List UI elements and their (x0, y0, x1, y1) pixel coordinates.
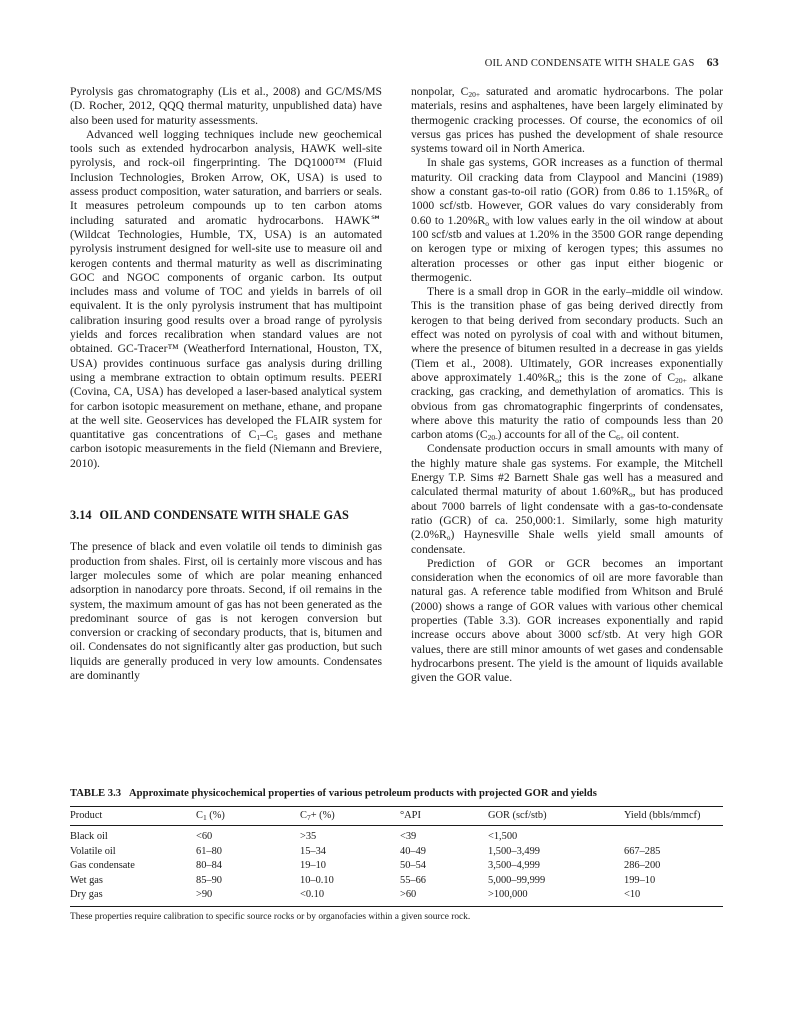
table-cell: >90 (196, 888, 300, 907)
paragraph: In shale gas systems, GOR increases as a function of thermal maturity. Oil cracking data from Claypool and Mancini (1989) show a constant gas-to-oil ratio (GOR) from 0.86 to $1.15\%R_o$ of 1000 scf/stb. However, GOR values do vary considerably from 0.60 to $1.20\%R_o$ with low values early in the oil window at about 100 scf/stb and values at 1.20% in the 3500 GOR range depending on kerogen type or mixing of kerogen types; this assumes no alteration processes or other gas input either biogenic or thermogenic. (411, 156, 723, 284)
table-cell: >60 (400, 888, 488, 907)
table-row (70, 859, 723, 874)
table-cell: 667–285 (624, 845, 661, 857)
table-cell: 50–54 (400, 860, 426, 871)
paragraph: The presence of black and even volatile oil tends to diminish gas production from shales. First, oil is certainly more viscous and has larger molecules some of which are polar meaning enhanced adsorption in nanodarcy pore throats. Second, if oil remains in the system, the maximum amount of gas has not been generated as the predominant source of gas is not kerogen conversion but conversion or cracking of secondary products, that is, bitumen and oil. Condensates do not significantly alter gas production, but such liquids are generally produced in very low amounts. Condensates are dominantly (70, 540, 382, 682)
running-header (485, 55, 719, 70)
header-c7: $C_7+$ (%) (300, 807, 400, 826)
table-cell: 5,000–99,999 (488, 874, 546, 886)
table-cell: Gas condensate (70, 860, 135, 871)
paragraph: There is a small drop in GOR in the early–middle oil window. This is the transition phase of gas being derived directly from kerogen to that being derived from secondary products. Such an effect was noted on pyrolysis of coal with and without bitumen, where the presence of bitumen resulted in a decrease in gas yields (Tiem et al., 2008). Ultimately, GOR increases exponentially above approximately $1.40\%R_o$; this is the zone of $C_{20+}$ alkane cracking, gas cracking, and demethylation of aromatics. This is obvious from gas chromatographic fingerprints of condensates, where above this maturity the ratio of compounds less than 20 carbon atoms $(C_{20-})$ accounts for all of the $C_{6+}$ oil content. (411, 285, 723, 443)
table-body (70, 826, 723, 907)
table-cell: Black oil (70, 831, 108, 842)
table-cell: >35 (300, 831, 317, 842)
table-cell: <0.10 (300, 888, 400, 907)
paragraph: Pyrolysis gas chromatography (Lis et al., 2008) and GC/MS/MS (D. Rocher, 2012, QQQ thermal maturity, unpublished data) have also been used for maturity assessments. (70, 85, 382, 127)
paragraph: Condensate production occurs in small amounts with many of the highly mature shale gas systems. For example, the Mitchell Energy T.P. Sims #2 Barnett Shale gas well has a measured and calculated thermal maturity of about $1.60\%R_o$, but has produced about 7000 barrels of light condensate with a gas-to-condensate ratio (GCR) of ca. 250,000:1. Similarly, some high maturity $(2.0\%R_o)$ Haynesville Shale wells yield small amounts of condensate. (411, 442, 723, 556)
running-title: OIL AND CONDENSATE WITH SHALE GAS (484, 58, 695, 69)
table-row (70, 888, 723, 907)
header-yield: Yield (bbls/mmcf) (624, 807, 723, 826)
table-cell: <60 (196, 831, 213, 842)
table-cell: Dry gas (70, 888, 196, 907)
table-footnote: These properties require calibration to specific source rocks or by organofacies within a given source rock. (70, 911, 471, 922)
table-3-3 (70, 788, 723, 922)
table-cell: 3,500–4,999 (488, 860, 540, 871)
table-cell: 10–0.10 (300, 874, 334, 886)
header-gor: GOR (scf/stb) (488, 807, 624, 826)
header-c1: $C_1$ (%) (196, 807, 300, 826)
table-cell: <1,500 (488, 831, 518, 842)
table-cell: Volatile oil (70, 845, 116, 857)
table-row (70, 873, 723, 888)
table-row (70, 826, 723, 845)
table-cell: 15–34 (300, 845, 326, 857)
table-cell: 199–10 (624, 874, 656, 886)
table-cell: Wet gas (70, 874, 103, 886)
table-cell: <10 (624, 888, 723, 907)
right-column (411, 85, 723, 685)
paragraph: Advanced well logging techniques include new geochemical tools such as extended hydrocarbon analysis, HAWK well-site pyrolysis, and rock-oil fingerprinting. The DQ1000™ (Fluid Inclusion Technologies, Broken Arrow, OK, USA) is used to assess product composition, water saturation, and barriers or seals. It measures petroleum compounds up to ten carbon atoms including saturated and aromatic hydrocarbons. HAWK℠ (Wildcat Technologies, Humble, TX, USA) is an automated pyrolysis instrument designed for well-site use to measure oil and kerogen contents and thermal maturity as well as discriminating GOC and NGOC components of organic carbon. Its output includes mass and volume of TOC and yields in barrels of oil equivalent. It is the only pyrolysis instrument that has multipoint calibration insuring good results over a broad range of pyrolysis yields and forces recalibration when standard values are not obtained. GC-Tracer™ (Weatherford International, Houston, TX, USA) provides continuous surface gas analysis during drilling using a membrane extraction to obtain optimum results. PEERI (Covina, CA, USA) has developed a laser-based analytical system for carbon isotopic measurement on methane, ethane, and propane at the well site. Geoservices has developed the FLAIR system for quantitative gas concentrations of $C_1-C_5$ gases and methane carbon isotopic measurements in the field (Niemann and Breviere, 2010). (70, 127, 382, 470)
table-cell: <39 (400, 831, 417, 842)
table-cell: 85–90 (196, 874, 222, 886)
table-header-row (70, 807, 723, 826)
section-title: OIL AND CONDENSATE WITH SHALE GAS (99, 508, 349, 523)
page-number: 63 (706, 55, 719, 69)
table-cell (624, 826, 723, 845)
header-product: Product (70, 807, 196, 826)
left-column (70, 85, 382, 683)
table-cell: >100,000 (488, 888, 624, 907)
table-title: Approximate physicochemical properties of various petroleum products with projected GOR and yields (129, 788, 597, 799)
table-row (70, 844, 723, 859)
table-caption (70, 788, 723, 799)
section-heading (70, 508, 382, 522)
table-cell: 55–66 (400, 874, 426, 886)
data-table (70, 806, 723, 907)
paragraph: nonpolar, $C_{20+}$ saturated and aromatic hydrocarbons. The polar materials, resins and asphaltenes, have been largely eliminated by thermogenic cracking processes. Of course, the economics of oil versus gas prices has pushed the development of shale resource systems toward oil in North America. (411, 85, 724, 156)
section-number: 3.14 (70, 508, 92, 523)
table-cell: 286–200 (624, 860, 661, 871)
table-cell: 19–10 (300, 860, 326, 871)
table-cell: 40–49 (400, 845, 426, 857)
table-cell: 80–84 (196, 860, 222, 871)
table-label: TABLE 3.3 (70, 788, 122, 799)
table-cell: 61–80 (196, 845, 222, 857)
table-cell: 1,500–3,499 (488, 845, 540, 857)
paragraph: Prediction of GOR or GCR becomes an important consideration when the economics of oil are more favorable than natural gas. A reference table modified from Whitson and Brulé (2000) shows a range of GOR values with various other chemical properties (Table 3.3). GOR increases exponentially and rapid increase occurs above about 3000 scf/stb. At very high GOR values, there are still minor amounts of wet gases and condensable hydrocarbons present. The yield is the amount of liquids available given the GOR value. (411, 556, 723, 685)
header-api: °API (400, 807, 488, 826)
